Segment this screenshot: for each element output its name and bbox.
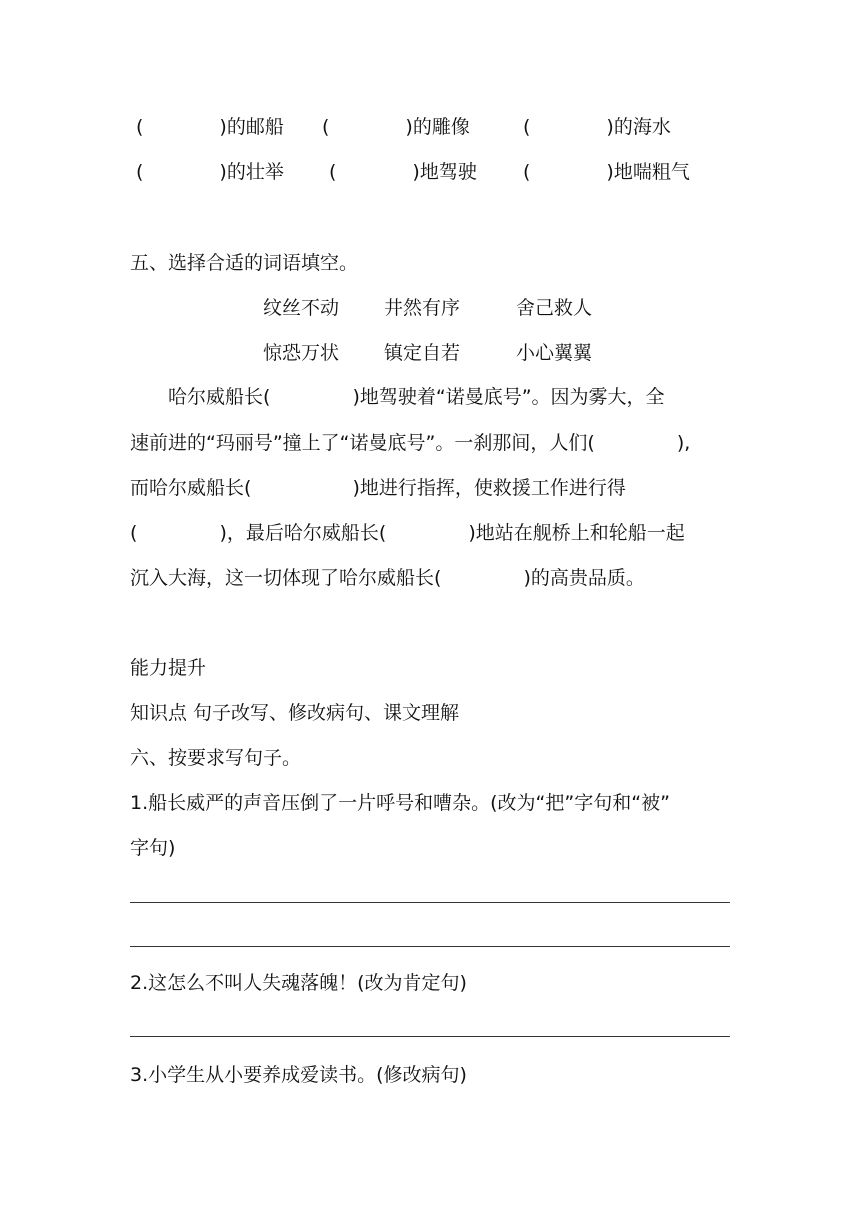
- phrase-blank: ( )地喘粗气: [523, 161, 690, 183]
- phrase-blank: ( )的邮船: [136, 116, 284, 138]
- phrase-blank: ( )的海水: [523, 116, 671, 138]
- answer-line[interactable]: [130, 946, 730, 947]
- word-option: 小心翼翼: [516, 342, 593, 364]
- question-text: 1.船长威严的声音压倒了一片呼号和嘈杂。(改为“把”字句和“被”: [130, 792, 670, 814]
- section-title: 五、选择合适的词语填空。: [130, 252, 359, 274]
- knowledge-point: 知识点 句子改写、修改病句、课文理解: [130, 702, 460, 724]
- answer-line[interactable]: [130, 902, 730, 903]
- passage-line: 沉入大海，这一切体现了哈尔威船长( )的高贵品质。: [130, 567, 645, 589]
- question-text: 2.这怎么不叫人失魂落魄！(改为肯定句): [130, 972, 467, 994]
- answer-line[interactable]: [130, 1036, 730, 1037]
- question-text: 3.小学生从小要养成爱读书。(修改病句): [130, 1064, 467, 1086]
- phrase-blank: ( )的壮举: [136, 161, 284, 183]
- question-text: 字句): [130, 837, 176, 859]
- passage-line: 哈尔威船长( )地驾驶着“诺曼底号”。因为雾大，全: [130, 386, 665, 408]
- section-title: 六、按要求写句子。: [130, 747, 302, 769]
- word-option: 镇定自若: [384, 342, 461, 364]
- passage-line: 速前进的“玛丽号”撞上了“诺曼底号”。一刹那间，人们( ),: [130, 432, 691, 454]
- word-option: 舍己救人: [516, 297, 593, 319]
- phrase-blank: ( )的雕像: [322, 116, 470, 138]
- passage-line: 而哈尔威船长( )地进行指挥，使救援工作进行得: [130, 477, 626, 499]
- section-heading: 能力提升: [130, 657, 207, 679]
- word-option: 惊恐万状: [263, 342, 340, 364]
- passage-line: ( )，最后哈尔威船长( )地站在舰桥上和轮船一起: [130, 522, 685, 544]
- phrase-blank: ( )地驾驶: [329, 161, 477, 183]
- word-option: 纹丝不动: [263, 297, 340, 319]
- word-option: 井然有序: [384, 297, 461, 319]
